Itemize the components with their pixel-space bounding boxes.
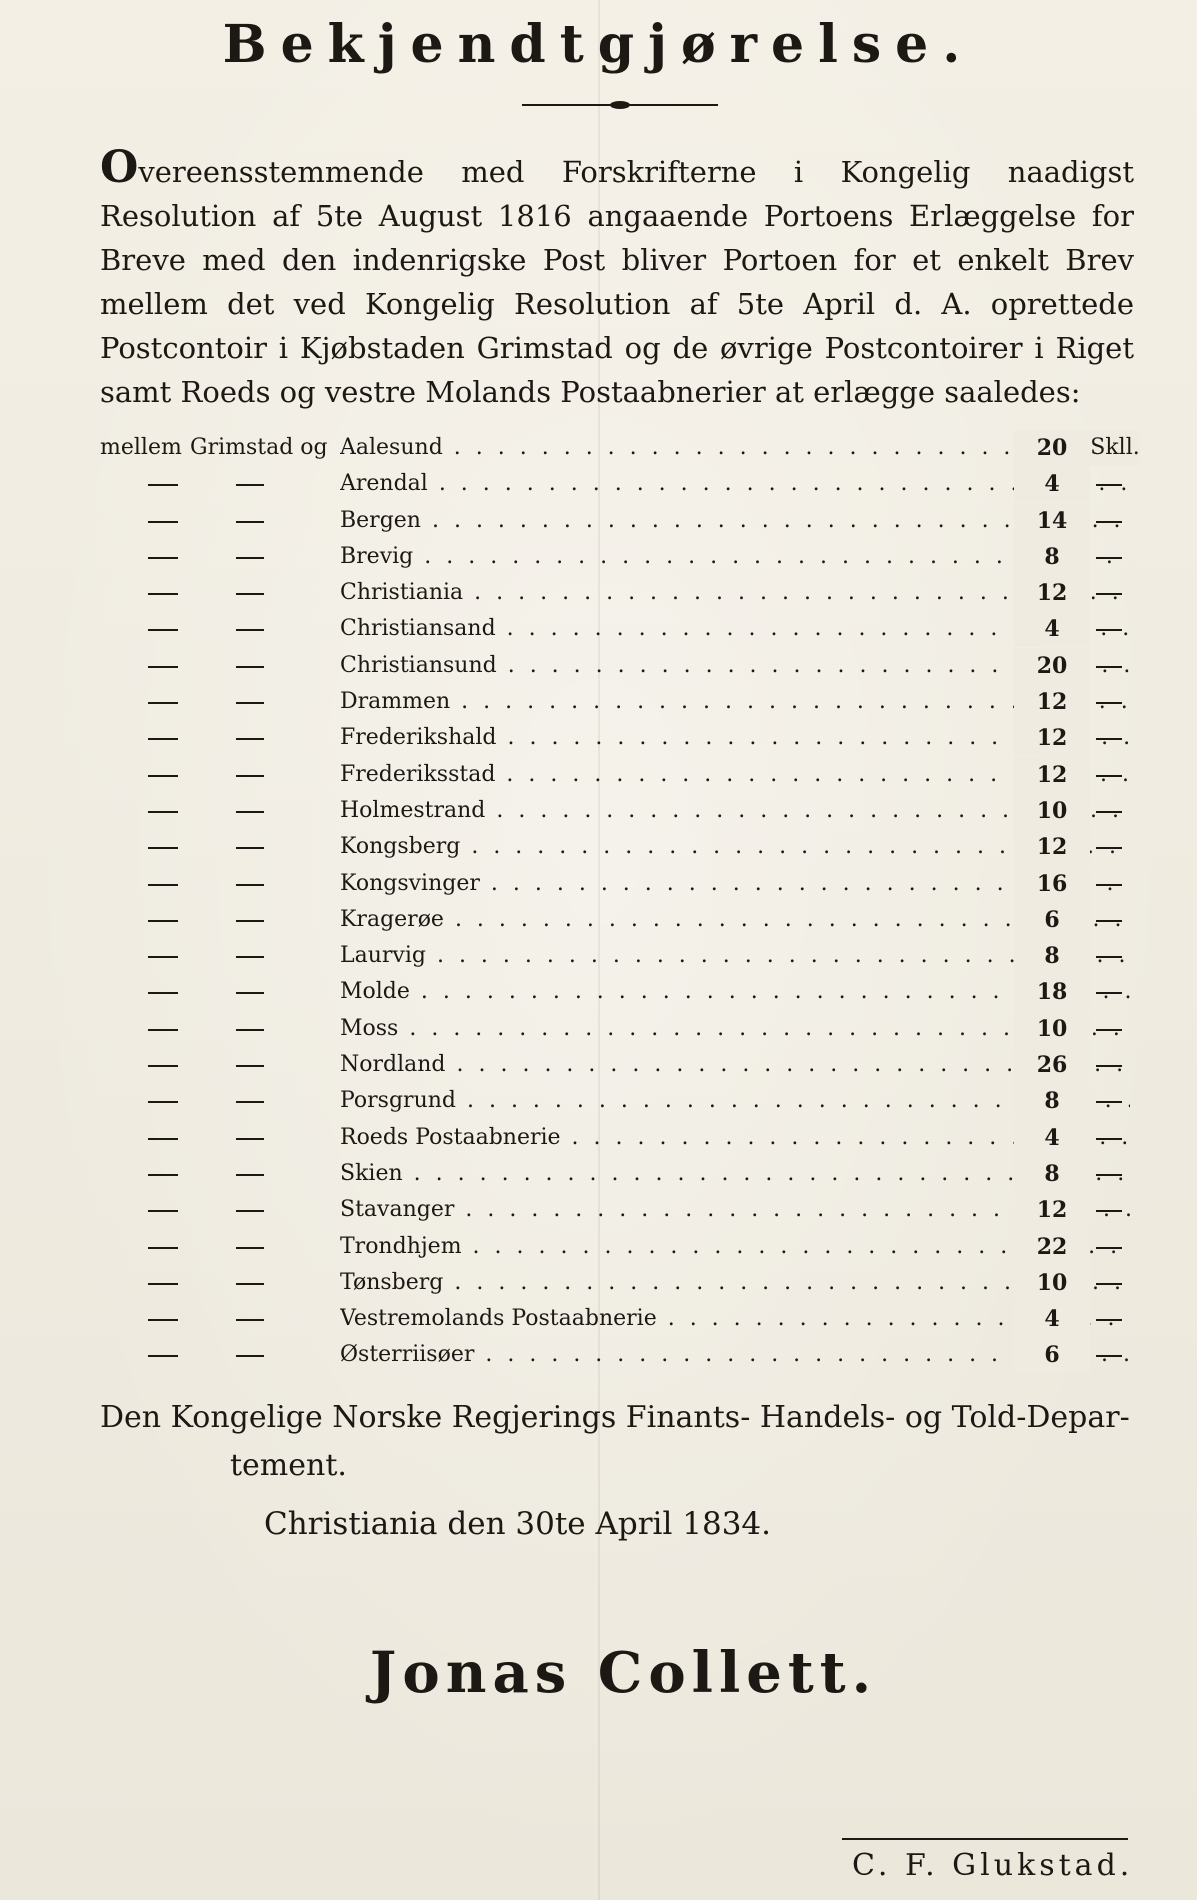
- destination-name: Roeds Postaabnerie . . .: [340, 1120, 1130, 1156]
- destination-name: Tønsberg . . .: [340, 1265, 1130, 1301]
- postage-amount: 10: [1014, 793, 1090, 829]
- ditto-dash: [236, 484, 264, 486]
- destination-name: Brevig . . .: [340, 539, 1130, 575]
- ditto-dash: [148, 992, 178, 994]
- postage-amount: 8: [1014, 1156, 1090, 1192]
- table-row: [100, 902, 1140, 938]
- destination-name: Frederiksstad . . .: [340, 757, 1130, 793]
- destination-name: Christiansand . . .: [340, 611, 1130, 647]
- ditto-dash: [1096, 1029, 1122, 1031]
- ditto-dash: [148, 1247, 178, 1249]
- ditto-dash: [148, 1174, 178, 1176]
- countersign: C. F. Glukstad.: [852, 1848, 1134, 1883]
- ditto-dash: [1096, 629, 1122, 631]
- ditto-dash: [236, 1101, 264, 1103]
- ditto-dash: [1096, 1247, 1122, 1249]
- postage-amount: 6: [1014, 1337, 1090, 1373]
- postage-amount: 8: [1014, 1083, 1090, 1119]
- table-row: [100, 1120, 1140, 1156]
- ditto-dash: [1096, 593, 1122, 595]
- ditto-dash: [148, 1101, 178, 1103]
- postage-amount: 10: [1014, 1265, 1090, 1301]
- ditto-dash: [148, 1065, 178, 1067]
- countersign-rule: [842, 1838, 1128, 1840]
- document-title: Bekjendtgjørelse.: [222, 14, 975, 75]
- destination-name: Stavanger . . .: [340, 1192, 1130, 1228]
- ditto-dash: [148, 484, 178, 486]
- ditto-dash: [148, 847, 178, 849]
- ditto-dash: [236, 702, 264, 704]
- destination-name: Laurvig . . .: [340, 938, 1130, 974]
- postage-amount: 10: [1014, 1011, 1090, 1047]
- ditto-dash: [236, 956, 264, 958]
- destination-name: Molde . . .: [340, 974, 1130, 1010]
- table-row: [100, 974, 1140, 1010]
- department-line-2: tement.: [230, 1448, 347, 1483]
- ditto-dash: [236, 920, 264, 922]
- ditto-dash: [1096, 702, 1122, 704]
- destination-name: Aalesund . . .: [340, 430, 1130, 466]
- ditto-dash: [236, 1065, 264, 1067]
- ditto-dash: [1096, 1210, 1122, 1212]
- ditto-dash: [1096, 775, 1122, 777]
- ditto-dash: [1096, 1065, 1122, 1067]
- table-row: [100, 1047, 1140, 1083]
- signature: Jonas Collett.: [369, 1640, 878, 1706]
- ditto-dash: [148, 738, 178, 740]
- table-row: [100, 938, 1140, 974]
- destination-name: Arendal . . .: [340, 466, 1130, 502]
- postage-amount: 12: [1014, 684, 1090, 720]
- ditto-dash: [148, 1283, 178, 1285]
- table-row: [100, 503, 1140, 539]
- table-row: [100, 720, 1140, 756]
- postage-amount: 20: [1014, 648, 1090, 684]
- postage-amount: 12: [1014, 575, 1090, 611]
- destination-name: Bergen . . .: [340, 503, 1130, 539]
- ditto-dash: [148, 1138, 178, 1140]
- intro-paragraph: [100, 142, 1134, 414]
- table-row: [100, 539, 1140, 575]
- ditto-dash: [236, 593, 264, 595]
- ditto-dash: [148, 1355, 178, 1357]
- table-row: [100, 1301, 1140, 1337]
- table-row: [100, 1192, 1140, 1228]
- destination-name: Christiansund . . .: [340, 648, 1130, 684]
- ditto-dash: [236, 811, 264, 813]
- ditto-dash: [236, 1283, 264, 1285]
- table-row: [100, 829, 1140, 865]
- postage-amount: 12: [1014, 829, 1090, 865]
- ditto-dash: [148, 1319, 178, 1321]
- ditto-dash: [148, 956, 178, 958]
- postage-amount: 4: [1014, 1120, 1090, 1156]
- dateline: Christiania den 30te April 1834.: [264, 1506, 771, 1542]
- row-prefix-mellem: mellem: [100, 435, 182, 460]
- ditto-dash: [236, 738, 264, 740]
- postage-amount: 4: [1014, 611, 1090, 647]
- ditto-dash: [1096, 884, 1122, 886]
- ditto-dash: [1096, 1283, 1122, 1285]
- ditto-dash: [1096, 1101, 1122, 1103]
- table-row: [100, 1337, 1140, 1373]
- ditto-dash: [148, 593, 178, 595]
- destination-name: Frederikshald . . .: [340, 720, 1130, 756]
- postage-amount: 8: [1014, 938, 1090, 974]
- table-row: [100, 1011, 1140, 1047]
- postage-amount: 16: [1014, 866, 1090, 902]
- table-row: [100, 1229, 1140, 1265]
- ditto-dash: [1096, 557, 1122, 559]
- ditto-dash: [148, 702, 178, 704]
- ditto-dash: [148, 811, 178, 813]
- ditto-dash: [1096, 847, 1122, 849]
- ditto-dash: [236, 557, 264, 559]
- ditto-dash: [1096, 992, 1122, 994]
- destination-name: Nordland . . .: [340, 1047, 1130, 1083]
- department-paragraph: [100, 1394, 1134, 1490]
- intro-text: vereensstemmende med Forskrifterne i Kongelig naadigst Resolution af 5te August 1816 angaaende Portoens Erlæggelse for Breve med den indenrigske Post bliver Portoen for et enkelt Brev mellem det ved Kongelig Resolution af 5te April d. A. oprettede Postcontoir i Kjøbstaden Grimstad og de øvrige Postcontoirer i Riget samt Roeds og vestre Molands Postaabnerier at erlægge saaledes:: [100, 155, 1134, 409]
- ditto-dash: [236, 1355, 264, 1357]
- ditto-dash: [236, 1247, 264, 1249]
- destination-name: Drammen . . .: [340, 684, 1130, 720]
- ditto-dash: [236, 847, 264, 849]
- ditto-dash: [1096, 920, 1122, 922]
- ditto-dash: [1096, 811, 1122, 813]
- ditto-dash: [148, 884, 178, 886]
- ditto-dash: [148, 557, 178, 559]
- ditto-dash: [236, 666, 264, 668]
- destination-name: Kragerøe . . .: [340, 902, 1130, 938]
- destination-name: Trondhjem . . .: [340, 1229, 1130, 1265]
- department-line-1: Den Kongelige Norske Regjerings Finants- Handels- og Told-Depar-: [100, 1400, 1130, 1435]
- destination-name: Vestremolands Postaabnerie . . .: [340, 1301, 1130, 1337]
- destination-name: Moss . . .: [340, 1011, 1130, 1047]
- postage-amount: 18: [1014, 974, 1090, 1010]
- ditto-dash: [1096, 484, 1122, 486]
- table-row: [100, 1265, 1140, 1301]
- ditto-dash: [236, 1138, 264, 1140]
- postage-amount: 12: [1014, 1192, 1090, 1228]
- postage-amount: 4: [1014, 466, 1090, 502]
- postage-amount: 12: [1014, 720, 1090, 756]
- destination-name: Kongsvinger . . .: [340, 866, 1130, 902]
- postage-amount: 4: [1014, 1301, 1090, 1337]
- table-row: [100, 866, 1140, 902]
- table-row: [100, 611, 1140, 647]
- postage-amount: 12: [1014, 757, 1090, 793]
- ditto-dash: [236, 521, 264, 523]
- ditto-dash: [148, 775, 178, 777]
- destination-name: Christiania . . .: [340, 575, 1130, 611]
- ditto-dash: [148, 1029, 178, 1031]
- ditto-dash: [236, 1029, 264, 1031]
- ditto-dash: [236, 992, 264, 994]
- ditto-dash: [1096, 1355, 1122, 1357]
- postage-amount: 22: [1014, 1229, 1090, 1265]
- ditto-dash: [236, 884, 264, 886]
- destination-name: Holmestrand . . .: [340, 793, 1130, 829]
- ditto-dash: [1096, 521, 1122, 523]
- ditto-dash: [236, 629, 264, 631]
- ditto-dash: [148, 1210, 178, 1212]
- postage-table: [100, 430, 1140, 1374]
- ditto-dash: [148, 629, 178, 631]
- table-row: [100, 648, 1140, 684]
- ditto-dash: [1096, 1319, 1122, 1321]
- postage-amount: 8: [1014, 539, 1090, 575]
- ditto-dash: [148, 920, 178, 922]
- ditto-dash: [236, 1174, 264, 1176]
- table-row: [100, 793, 1140, 829]
- postage-amount: 20: [1014, 430, 1090, 466]
- table-row: [100, 684, 1140, 720]
- ditto-dash: [148, 521, 178, 523]
- ditto-dash: [1096, 738, 1122, 740]
- table-row: [100, 430, 1140, 466]
- ditto-dash: [1096, 1138, 1122, 1140]
- ditto-dash: [1096, 666, 1122, 668]
- destination-name: Østerriisøer . . .: [340, 1337, 1130, 1373]
- postage-amount: 26: [1014, 1047, 1090, 1083]
- postage-amount: 14: [1014, 503, 1090, 539]
- drop-cap: O: [100, 142, 139, 193]
- ditto-dash: [1096, 1174, 1122, 1176]
- table-row: [100, 1156, 1140, 1192]
- ditto-dash: [236, 1210, 264, 1212]
- table-row: [100, 757, 1140, 793]
- table-row: [100, 466, 1140, 502]
- ditto-dash: [148, 666, 178, 668]
- table-row: [100, 1083, 1140, 1119]
- currency-unit: Skll.: [1090, 430, 1140, 466]
- ditto-dash: [1096, 956, 1122, 958]
- table-row: [100, 575, 1140, 611]
- postage-amount: 6: [1014, 902, 1090, 938]
- destination-name: Porsgrund . . .: [340, 1083, 1130, 1119]
- destination-name: Kongsberg . . .: [340, 829, 1130, 865]
- title-ornament-rule: [522, 104, 718, 106]
- row-prefix-grimstad: Grimstad og: [190, 435, 328, 460]
- ditto-dash: [236, 1319, 264, 1321]
- destination-name: Skien . . .: [340, 1156, 1130, 1192]
- ditto-dash: [236, 775, 264, 777]
